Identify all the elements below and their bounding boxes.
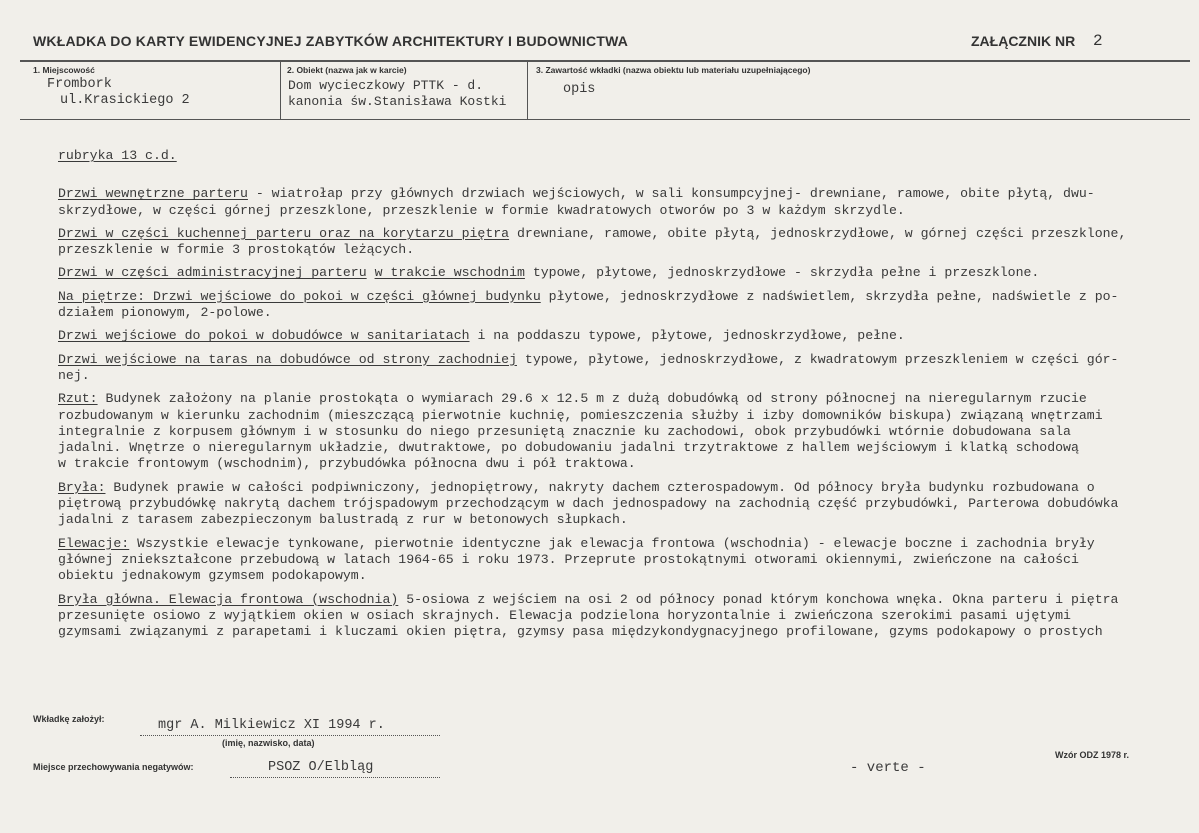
- paragraph-annex-doors: Drzwi wejściowe do pokoi w dobudówce w sanitariatach i na poddaszu typowe, płytowe, jednoskrzydłowe, pełne.: [58, 328, 905, 344]
- section-heading: rubryka 13 c.d.: [58, 148, 177, 163]
- paragraph-admin-doors: Drzwi w części administracyjnej parteru w trakcie wschodnim typowe, płytowe, jednoskrzydłowe - skrzydła pełne i przeszklone.: [58, 265, 1040, 281]
- author-label: Wkładkę założył:: [33, 714, 105, 724]
- field-1-value-line2: ul.Krasickiego 2: [60, 93, 190, 108]
- paragraph-upper-floor-doors: Na piętrze: Drzwi wejściowe do pokoi w części głównej budynku płytowe, jednoskrzydłowe z nadświetlem, skrzydła pełne, nadświetle z po-: [58, 288, 1119, 304]
- header-bottom-rule: [20, 119, 1190, 120]
- field-3-value: opis: [563, 82, 596, 97]
- storage-value: PSOZ O/Elbląg: [268, 760, 374, 775]
- author-hint: (imię, nazwisko, data): [222, 738, 315, 748]
- field-1-value-line1: Frombork: [47, 77, 112, 92]
- field-2-value-line1: Dom wycieczkowy PTTK - d.: [288, 78, 484, 93]
- paragraph-interior-doors: Drzwi wewnętrzne parteru - wiatrołap przy głównych drzwiach wejściowych, w sali konsumpcyjnej- drewniane, ramowe, obite płytą, dwu-: [58, 186, 1095, 202]
- paragraph-elevations: Elewacje: Wszystkie elewacje tynkowane, pierwotnie identyczne jak elewacja frontowa (wschodnia) - elewacje boczne i zachodnia bryły: [58, 535, 1095, 551]
- storage-label: Miejsce przechowywania negatywów:: [33, 762, 194, 772]
- paragraph-front-elevation: Bryła główna. Elewacja frontowa (wschodnia) 5-osiowa z wejściem na osi 2 od północy ponad którym konchowa wnęka. Okna parteru i piętra: [58, 591, 1119, 607]
- description-body: rubryka 13 c.d. Drzwi wewnętrzne parteru - wiatrołap przy głównych drzwiach wejściowych, w sali konsumpcyjnej- drewniane, ramowe, obite płytą, dwu- skrzydłowe, w części górnej przeszklone, przeszklenie w formie kwadratowych otworów po 3 w każdym skrzydle. Drzwi w części kuchennej parteru oraz na korytarzu piętra drewniane, ramowe, obite płytą, jednoskrzydłowe, w górnej części przeszklone, przeszklenie w formie 3 prostokątów leżących. Drzwi w części administracyjnej parteru w trakcie wschodnim typowe, płytowe, jednoskrzydłowe - skrzydła pełne i przeszklone. Na piętrze: Drzwi wejściowe do pokoi w części głównej budynku płytowe, jednoskrzydłowe z nadświetlem, skrzydła pełne, nadświetle z po- działem pionowym, 2-polowe. Drzwi wejściowe do pokoi w dobudówce w sanitariatach i na poddaszu typowe, płytowe, jednoskrzydłowe, pełne. Drzwi wejściowe na taras na dobudówce od strony zachodniej typowe, płytowe, jednoskrzydłowe, z kwadratowym przeszkleniem w części gór- nej. Rzut: Budynek założony na planie prostokąta o wymiarach 29.6 x 12.5 m z dużą dobudówką od strony północnej na nieregularnym rzucie rozbudowanym w kierunku zachodnim (mieszczącą pierwotnie kuchnię, pomieszczenia służby i izby domowników biskupa) związaną wnętrzami integralnie z korpusem głównym i w stosunku do niego przesuniętą znacznie ku zachodowi, obok przybudówki wtórnie dobudowana sala jadalni. Wnętrze o nieregularnym układzie, dwutraktowe, po dobudowaniu jadalni trzytraktowe z hallem wejściowym i klatką schodową w trakcie frontowym (wschodnim), przybudówka północna dwu i pół traktowa. Bryła: Budynek prawie w całości podpiwniczony, jednopiętrowy, nakryty dachem czterospadowym. Od północy bryła budynku rozbudowana o piętrową przybudówkę nakrytą dachem trójspadowym przechodzącym w dach jednospadowy na zachodnią część przybudówki, Parterowa dobudówka jadalni z tarasem zabezpieczonym balustradą z rur w betonowych słupkach. Elewacje: Wszystkie elewacje tynkowane, pierwotnie identyczne jak elewacja frontowa (wschodnia) - elewacje boczne i zachodnia bryły głównej zniekształcone przebudową w latach 1964-65 i roku 1973. Przeprute prostokątnymi otworami okiennymi, zwieńczone na całości obiektu jednakowym gzymsem podokapowym. Bryła główna. Elewacja frontowa (wschodnia) 5-osiowa z wejściem na osi 2 od północy ponad którym konchowa wnęka. Okna parteru i piętra przesunięte osiowo z wyjątkiem okien w osiach skrajnych. Elewacja podzielona horyzontalnie i zwieńczona szerokimi pasami ujętymi gzymsami związanymi z parapetami i kluczami okien piętra, gzymsy pasa międzykondygnacyjnego profilowane, gzyms podokapowy o prostych: [58, 148, 1148, 640]
- field-1-label: 1. Miejscowość: [33, 65, 95, 75]
- field-divider-2: [527, 61, 528, 119]
- field-2-value-line2: kanonia św.Stanisława Kostki: [288, 94, 507, 109]
- document-title: WKŁADKA DO KARTY EWIDENCYJNEJ ZABYTKÓW ARCHITEKTURY I BUDOWNICTWA: [33, 33, 629, 49]
- paragraph-plan: Rzut: Budynek założony na planie prostokąta o wymiarach 29.6 x 12.5 m z dużą dobudówką od strony północnej na nieregularnym rzucie: [58, 391, 1087, 407]
- field-2-label: 2. Obiekt (nazwa jak w karcie): [287, 65, 407, 75]
- annex-label: ZAŁĄCZNIK NR: [971, 33, 1076, 49]
- author-dotted-line: [140, 735, 440, 736]
- field-divider-1: [280, 61, 281, 119]
- annex-number: 2: [1093, 32, 1103, 50]
- paragraph-terrace-doors: Drzwi wejściowe na taras na dobudówce od strony zachodniej typowe, płytowe, jednoskrzydłowe, z kwadratowym przeszkleniem w części gór-: [58, 351, 1119, 367]
- storage-dotted-line: [230, 777, 440, 778]
- paragraph-massing: Bryła: Budynek prawie w całości podpiwniczony, jednopiętrowy, nakryty dachem czterospadowym. Od północy bryła budynku rozbudowana o: [58, 479, 1095, 495]
- paragraph-kitchen-doors: Drzwi w części kuchennej parteru oraz na korytarzu piętra drewniane, ramowe, obite płytą, jednoskrzydłowe, w górnej części przeszklone,: [58, 225, 1127, 241]
- header-top-rule: [20, 60, 1190, 62]
- author-value: mgr A. Milkiewicz XI 1994 r.: [158, 718, 385, 733]
- form-code: Wzór ODZ 1978 r.: [1055, 750, 1130, 760]
- field-3-label: 3. Zawartość wkładki (nazwa obiektu lub materiału uzupełniającego): [536, 65, 811, 75]
- verte-marker: - verte -: [850, 760, 926, 776]
